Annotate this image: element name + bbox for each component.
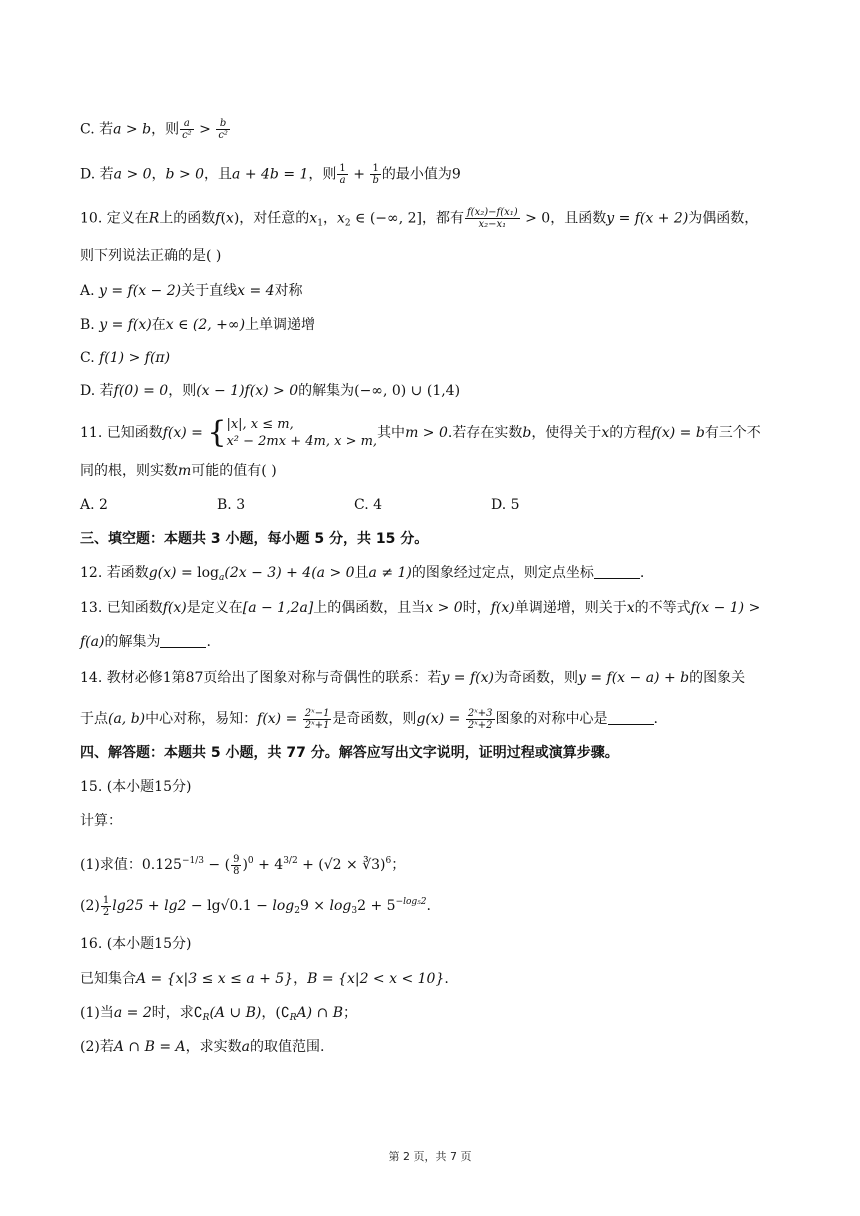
fraction: $\frac{\text{2ˣ+3}}{\text{2ˣ+2}}$ [467,707,493,731]
q11-stem-line2: 同的根，则实数m可能的值有( ) [80,463,277,479]
q11-option-b: B. 3 [217,497,246,513]
piecewise-cases: |x|, x ≤ m, x² − 2mx + 4m, x > m, [226,417,378,449]
q15-intro: 计算： [80,813,122,829]
q15-part2: (2) $\frac{1}{2}$ $\lg 25 + \lg 2 - \lg√0.1 - \log_29 \times \log_32 + 5^{-log_52}$. [80,894,431,918]
fraction: $\frac{1}{a}$ [339,163,346,186]
fraction: $\frac{1}{2}$ [102,894,110,918]
answer-blank[interactable] [160,635,206,648]
q13: 13. 已知函数f(x)是定义在[a − 1,2a]上的偶函数，且当x > 0时，f(x)单调递增，则关于x的不等式f(x − 1) > [80,600,761,616]
q10-stem: 10. 定义在R上的函数f(x)，对任意的$x_1$，$x_2$ ∈ (−∞, 2]，都有 $\frac{\text{f(x₂)−f(x₁)}}{\text{x₂−x₁}}$ > 0，且函数y = f(x + 2)为偶函数， [80,207,759,230]
q11-option-d: D. 5 [491,497,520,513]
q9-option-c: C. 若a > b，则 $\frac{a}{\text{c²}}$ > $\frac{b}{\text{c²}}$ [80,118,228,141]
q13-line2: f(a)的解集为 . [80,634,211,650]
q11-options [80,495,790,515]
answer-blank[interactable] [608,712,654,725]
q16-part2: (2)若A ∩ B = A，求实数a的取值范围. [80,1039,325,1055]
q14-line2: 于点(a, b)中心对称，易知：f(x) = $\frac{\text{2ˣ−1}}{\text{2ˣ+1}}$ 是奇函数，则g(x) = $\frac{\text{2ˣ+3}}{\text{2ˣ+2}}$ 图象的对称中心是 . [80,707,658,731]
q9-option-d: D. 若a > 0，b > 0，且a + 4b = 1，则 $\frac{1}{a}$ + $\frac{1}{b}$ 的最小值为9 [80,163,461,186]
q15-title: 15. (本小题15分) [80,779,192,795]
answer-blank[interactable] [594,566,640,579]
fraction: $\frac{\text{f(x₂)−f(x₁)}}{\text{x₂−x₁}}$ [466,207,518,230]
q10-option-d: D. 若f(0) = 0，则(x − 1)f(x) > 0的解集为(−∞, 0) ∪ (1,4) [80,383,461,399]
q11-stem: 11. 已知函数f(x) = { |x|, x ≤ m, x² − 2mx + 4m, x > m, 其中m > 0.若存在实数b，使得关于x的方程f(x) = b有三个不 [80,415,761,450]
q15-part1: (1)求值：$0.125^{-1/3}$ − ( $\frac{9}{8}$ )$^0 + 4^{3/2} + (√2$ × ∛3)$^6$； [80,853,406,877]
q16-title: 16. (本小题15分) [80,936,192,952]
q16-part1: (1)当a = 2时，求$∁_R(A$ ∪ B)，$(∁_RA)$ ∩ B； [80,1005,358,1023]
fraction: $\frac{9}{8}$ [233,853,240,877]
math: a > b [113,121,152,138]
section-heading-solutions: 四、解答题：本题共 5 小题，共 77 分。解答应写出文字说明，证明过程或演算步骤。 [80,745,619,761]
q16-intro: 已知集合A = {x|3 ≤ x ≤ a + 5}，B = {x|2 < x < 10}. [80,971,449,987]
section-heading-fill-in: 三、填空题：本题共 3 小题，每小题 5 分，共 15 分。 [80,531,429,547]
q10-option-b: B. y = f(x)在x ∈ (2, +∞)上单调递增 [80,317,316,333]
q10-option-c: C. f(1) > f(π) [80,350,171,366]
piecewise-brace: { [207,415,227,450]
fraction: $\frac{\text{2ˣ−1}}{\text{2ˣ+1}}$ [304,707,330,731]
q14: 14. 教材必修1第87页给出了图象对称与奇偶性的联系：若y = f(x)为奇函数，则y = f(x − a) + b的图象关 [80,670,746,686]
page-footer: 第 2 页，共 7 页 [388,1150,472,1163]
fraction: $\frac{b}{\text{c²}}$ [218,118,228,141]
q10-option-a: A. y = f(x − 2)关于直线x = 4对称 [80,283,303,299]
fraction: $\frac{1}{b}$ [372,163,379,186]
fraction: $\frac{a}{\text{c²}}$ [182,118,192,141]
q10-stem-line2: 则下列说法正确的是( ) [80,248,222,264]
q11-option-a: A. 2 [80,497,108,513]
q12: 12. 若函数$g(x) = \log_a(2x - 3) + 4(a > 0$且a ≠ 1)的图象经过定点，则定点坐标 . [80,565,645,583]
q11-option-c: C. 4 [354,497,383,513]
